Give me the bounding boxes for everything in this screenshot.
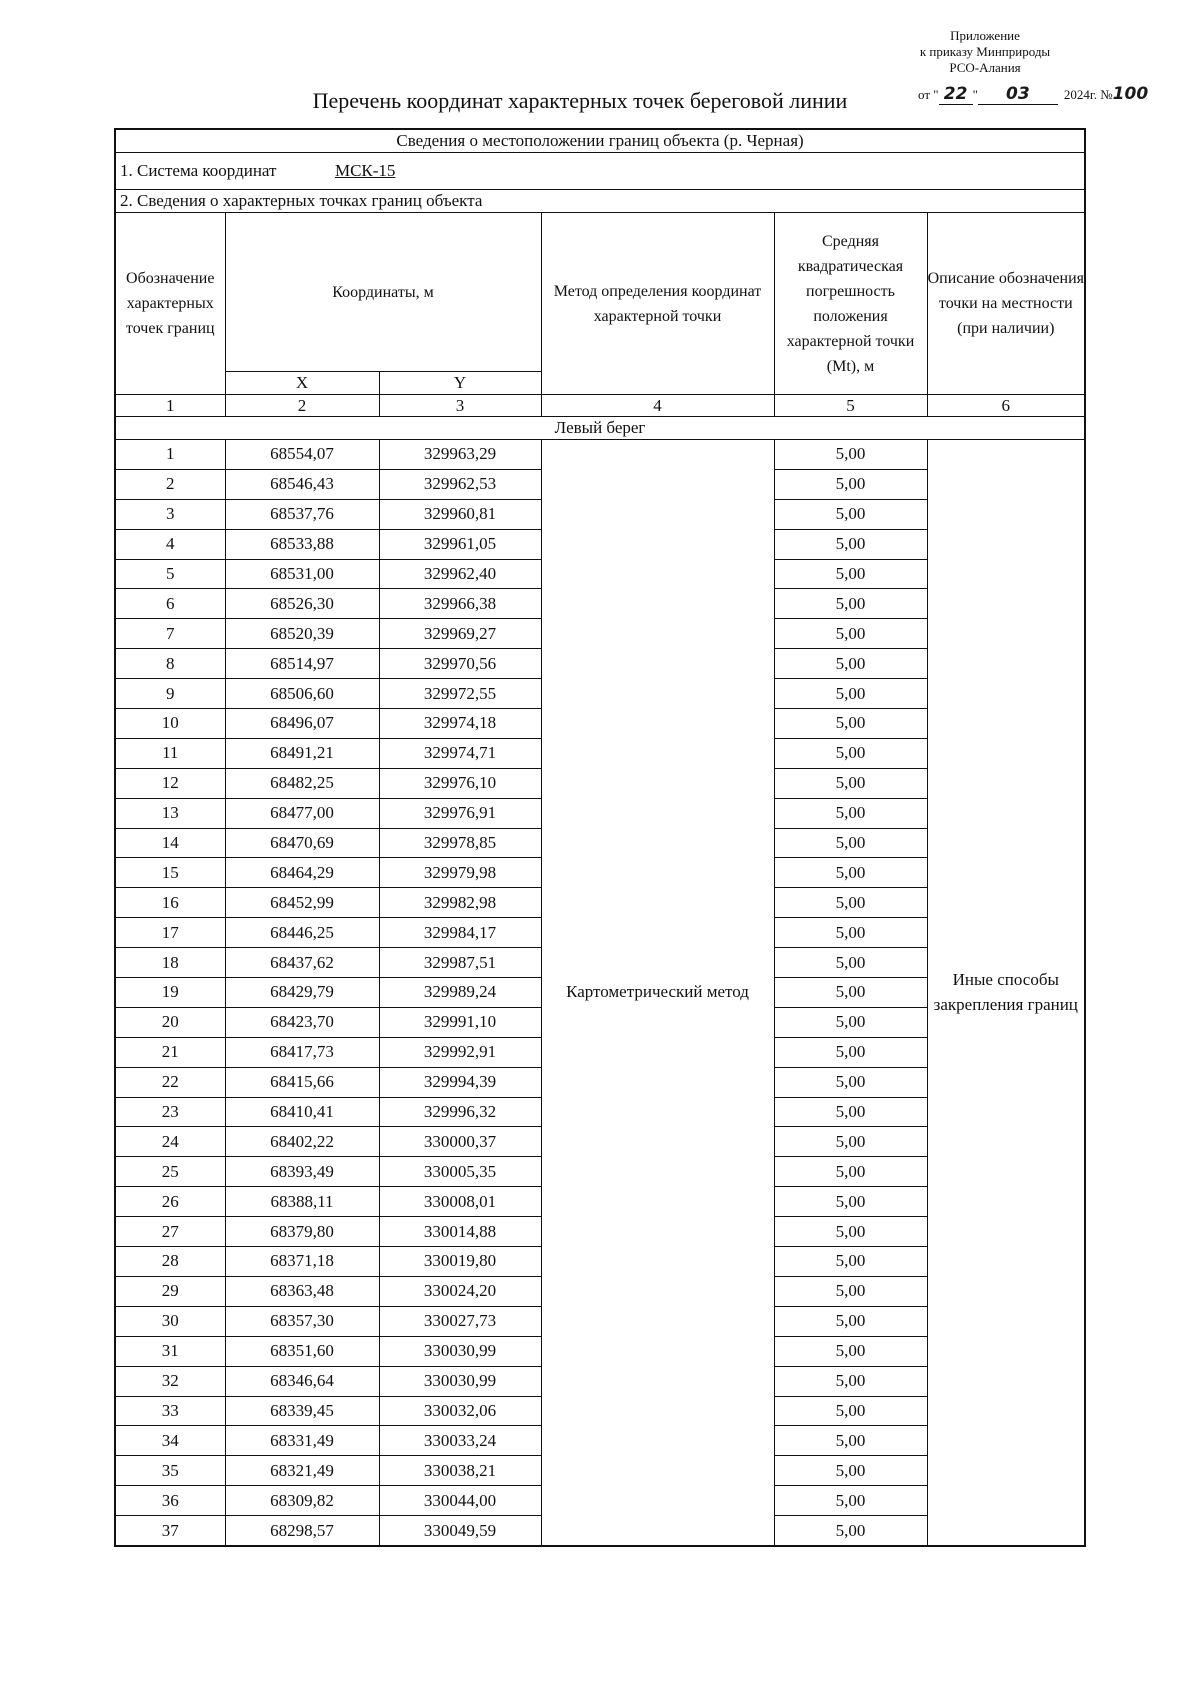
coord-x: 68554,07 — [225, 440, 379, 470]
mt-value: 5,00 — [774, 1366, 927, 1396]
column-number: 4 — [541, 395, 774, 417]
mt-value: 5,00 — [774, 1516, 927, 1546]
mt-value: 5,00 — [774, 1187, 927, 1217]
coord-y: 329969,27 — [379, 619, 541, 649]
coord-y: 330008,01 — [379, 1187, 541, 1217]
coord-y: 329984,17 — [379, 918, 541, 948]
mt-value: 5,00 — [774, 1426, 927, 1456]
coord-x: 68537,76 — [225, 499, 379, 529]
mt-value: 5,00 — [774, 1217, 927, 1247]
point-number: 23 — [115, 1097, 225, 1127]
header-x: X — [225, 372, 379, 395]
coord-system-value: МСК-15 — [334, 161, 396, 180]
point-number: 4 — [115, 529, 225, 559]
coord-y: 330000,37 — [379, 1127, 541, 1157]
coord-x: 68533,88 — [225, 529, 379, 559]
coord-y: 329996,32 — [379, 1097, 541, 1127]
mt-value: 5,00 — [774, 1486, 927, 1516]
point-number: 8 — [115, 649, 225, 679]
coord-y: 330032,06 — [379, 1396, 541, 1426]
point-number: 26 — [115, 1187, 225, 1217]
coord-system-row — [115, 153, 1085, 190]
coord-y: 329962,40 — [379, 559, 541, 589]
coord-y: 330019,80 — [379, 1247, 541, 1277]
header-coordinates: Координаты, м — [225, 213, 541, 372]
mt-value: 5,00 — [774, 1336, 927, 1366]
coord-x: 68363,48 — [225, 1276, 379, 1306]
mt-value: 5,00 — [774, 768, 927, 798]
mt-value: 5,00 — [774, 1037, 927, 1067]
coord-y: 329961,05 — [379, 529, 541, 559]
point-number: 37 — [115, 1516, 225, 1546]
coord-y: 330033,24 — [379, 1426, 541, 1456]
coord-x: 68331,49 — [225, 1426, 379, 1456]
coord-y: 329972,55 — [379, 679, 541, 709]
coord-y: 330049,59 — [379, 1516, 541, 1546]
coord-x: 68402,22 — [225, 1127, 379, 1157]
coord-y: 330038,21 — [379, 1456, 541, 1486]
mt-value: 5,00 — [774, 1007, 927, 1037]
point-number: 17 — [115, 918, 225, 948]
coord-y: 330024,20 — [379, 1276, 541, 1306]
column-number: 6 — [927, 395, 1085, 417]
mt-value: 5,00 — [774, 828, 927, 858]
date-year: 2024г. № — [1063, 87, 1113, 102]
point-number: 25 — [115, 1157, 225, 1187]
coord-x: 68437,62 — [225, 948, 379, 978]
mt-value: 5,00 — [774, 1097, 927, 1127]
coord-y: 329994,39 — [379, 1067, 541, 1097]
coord-x: 68520,39 — [225, 619, 379, 649]
coord-x: 68393,49 — [225, 1157, 379, 1187]
point-number: 34 — [115, 1426, 225, 1456]
column-number: 5 — [774, 395, 927, 417]
approval-line-2: к приказу Минприроды — [919, 44, 1051, 59]
mt-value: 5,00 — [774, 649, 927, 679]
mt-value: 5,00 — [774, 1157, 927, 1187]
point-number: 14 — [115, 828, 225, 858]
bank-label: Левый берег — [115, 417, 1085, 440]
mt-value: 5,00 — [774, 1127, 927, 1157]
coord-x: 68496,07 — [225, 709, 379, 739]
coord-x: 68514,97 — [225, 649, 379, 679]
date-mid: " — [972, 87, 978, 102]
coord-x: 68531,00 — [225, 559, 379, 589]
coord-x: 68388,11 — [225, 1187, 379, 1217]
mt-value: 5,00 — [774, 469, 927, 499]
coord-x: 68546,43 — [225, 469, 379, 499]
coord-y: 329960,81 — [379, 499, 541, 529]
point-number: 35 — [115, 1456, 225, 1486]
date-prefix: от " — [918, 87, 939, 102]
point-number: 29 — [115, 1276, 225, 1306]
coord-system-label: 1. Система координат — [120, 161, 277, 180]
coord-x: 68423,70 — [225, 1007, 379, 1037]
point-number: 11 — [115, 738, 225, 768]
point-number: 10 — [115, 709, 225, 739]
coord-y: 329974,71 — [379, 738, 541, 768]
point-number: 19 — [115, 978, 225, 1008]
coord-x: 68309,82 — [225, 1486, 379, 1516]
description-cell: Иные способы закрепления границ — [927, 440, 1085, 1546]
point-number: 33 — [115, 1396, 225, 1426]
mt-value: 5,00 — [774, 918, 927, 948]
mt-value: 5,00 — [774, 619, 927, 649]
coord-x: 68526,30 — [225, 589, 379, 619]
column-number: 2 — [225, 395, 379, 417]
coord-y: 330014,88 — [379, 1217, 541, 1247]
mt-value: 5,00 — [774, 1306, 927, 1336]
header-y: Y — [379, 372, 541, 395]
column-number: 3 — [379, 395, 541, 417]
mt-value: 5,00 — [774, 798, 927, 828]
coord-x: 68477,00 — [225, 798, 379, 828]
mt-value: 5,00 — [774, 529, 927, 559]
header-mt: Средняя квадратическая погрешность положения характерной точки (Mt), м — [774, 213, 927, 395]
coord-y: 330030,99 — [379, 1336, 541, 1366]
mt-value: 5,00 — [774, 858, 927, 888]
coord-x: 68346,64 — [225, 1366, 379, 1396]
coord-x: 68452,99 — [225, 888, 379, 918]
approval-line-1: Приложение — [950, 28, 1020, 43]
coord-y: 329974,18 — [379, 709, 541, 739]
coord-y: 329976,10 — [379, 768, 541, 798]
coord-y: 329962,53 — [379, 469, 541, 499]
coord-x: 68506,60 — [225, 679, 379, 709]
approval-stamp — [880, 28, 1090, 76]
order-number: 100 — [1112, 84, 1149, 104]
mt-value: 5,00 — [774, 499, 927, 529]
document-title: Перечень координат характерных точек береговой линии — [312, 88, 848, 113]
coordinates-table — [114, 128, 1086, 1547]
point-number: 1 — [115, 440, 225, 470]
mt-value: 5,00 — [774, 1067, 927, 1097]
coord-x: 68351,60 — [225, 1336, 379, 1366]
point-number: 30 — [115, 1306, 225, 1336]
coord-y: 329976,91 — [379, 798, 541, 828]
coord-y: 330030,99 — [379, 1366, 541, 1396]
coord-x: 68298,57 — [225, 1516, 379, 1546]
point-number: 27 — [115, 1217, 225, 1247]
mt-value: 5,00 — [774, 440, 927, 470]
coord-y: 329979,98 — [379, 858, 541, 888]
coord-x: 68415,66 — [225, 1067, 379, 1097]
coord-x: 68470,69 — [225, 828, 379, 858]
coord-y: 329966,38 — [379, 589, 541, 619]
header-description: Описание обозначения точки на местности (при наличии) — [927, 213, 1085, 395]
mt-value: 5,00 — [774, 948, 927, 978]
coord-x: 68410,41 — [225, 1097, 379, 1127]
mt-value: 5,00 — [774, 589, 927, 619]
coord-y: 330044,00 — [379, 1486, 541, 1516]
coord-x: 68357,30 — [225, 1306, 379, 1336]
date-month: 03 — [978, 84, 1058, 105]
mt-value: 5,00 — [774, 1396, 927, 1426]
table-row — [115, 440, 1085, 470]
point-number: 6 — [115, 589, 225, 619]
coord-y: 329970,56 — [379, 649, 541, 679]
coord-y: 329982,98 — [379, 888, 541, 918]
mt-value: 5,00 — [774, 559, 927, 589]
coord-y: 329978,85 — [379, 828, 541, 858]
point-number: 36 — [115, 1486, 225, 1516]
coord-x: 68491,21 — [225, 738, 379, 768]
point-number: 18 — [115, 948, 225, 978]
point-number: 3 — [115, 499, 225, 529]
coord-y: 329963,29 — [379, 440, 541, 470]
coord-x: 68371,18 — [225, 1247, 379, 1277]
date-day: 22 — [939, 84, 973, 105]
mt-value: 5,00 — [774, 709, 927, 739]
mt-value: 5,00 — [774, 1276, 927, 1306]
coord-x: 68321,49 — [225, 1456, 379, 1486]
coord-y: 329989,24 — [379, 978, 541, 1008]
method-cell: Картометрический метод — [541, 440, 774, 1546]
table-section-title: Сведения о местоположении границ объекта (р. Черная) — [115, 129, 1085, 153]
header-method: Метод определения координат характерной точки — [541, 213, 774, 395]
mt-value: 5,00 — [774, 978, 927, 1008]
coord-y: 329992,91 — [379, 1037, 541, 1067]
point-number: 32 — [115, 1366, 225, 1396]
mt-value: 5,00 — [774, 738, 927, 768]
coord-y: 329991,10 — [379, 1007, 541, 1037]
header-point-designation: Обозначение характерных точек границ — [115, 213, 225, 395]
coord-x: 68417,73 — [225, 1037, 379, 1067]
point-number: 12 — [115, 768, 225, 798]
point-number: 9 — [115, 679, 225, 709]
coord-y: 330027,73 — [379, 1306, 541, 1336]
mt-value: 5,00 — [774, 1247, 927, 1277]
point-number: 31 — [115, 1336, 225, 1366]
mt-value: 5,00 — [774, 1456, 927, 1486]
mt-value: 5,00 — [774, 888, 927, 918]
coord-y: 330005,35 — [379, 1157, 541, 1187]
approval-line-3: РСО-Алания — [949, 60, 1021, 75]
coord-x: 68339,45 — [225, 1396, 379, 1426]
coord-y: 329987,51 — [379, 948, 541, 978]
coord-x: 68446,25 — [225, 918, 379, 948]
coord-x: 68464,29 — [225, 858, 379, 888]
point-number: 2 — [115, 469, 225, 499]
point-number: 21 — [115, 1037, 225, 1067]
point-number: 28 — [115, 1247, 225, 1277]
points-section-title: 2. Сведения о характерных точках границ объекта — [115, 190, 1085, 213]
point-number: 7 — [115, 619, 225, 649]
point-number: 22 — [115, 1067, 225, 1097]
point-number: 24 — [115, 1127, 225, 1157]
coord-x: 68482,25 — [225, 768, 379, 798]
mt-value: 5,00 — [774, 679, 927, 709]
column-number: 1 — [115, 395, 225, 417]
point-number: 16 — [115, 888, 225, 918]
coord-x: 68429,79 — [225, 978, 379, 1008]
point-number: 15 — [115, 858, 225, 888]
point-number: 13 — [115, 798, 225, 828]
coord-x: 68379,80 — [225, 1217, 379, 1247]
point-number: 5 — [115, 559, 225, 589]
point-number: 20 — [115, 1007, 225, 1037]
